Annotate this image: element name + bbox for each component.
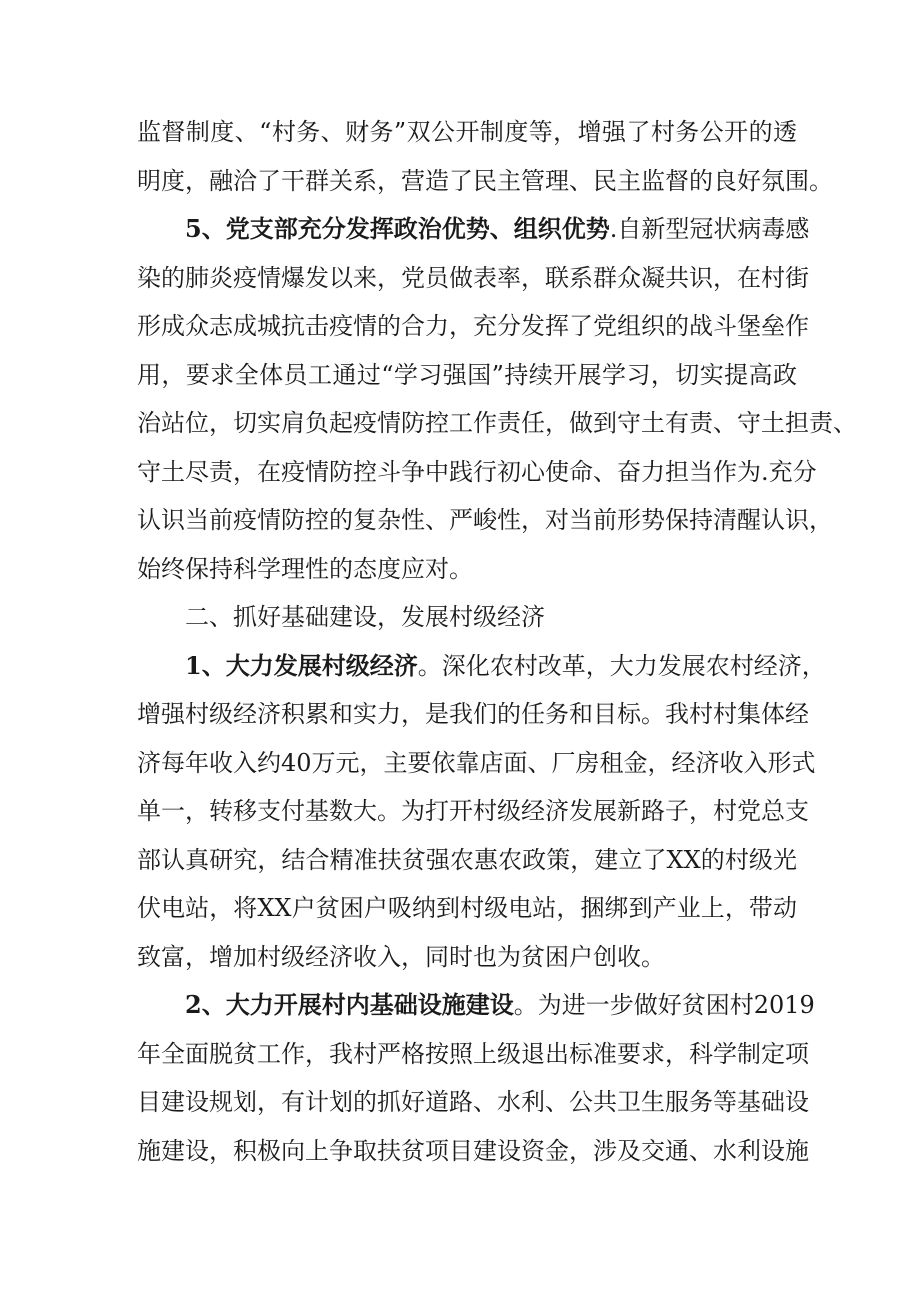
line-text: 年全面脱贫工作，我村严格按照上级退出标准要求，科学制定项 xyxy=(137,1039,809,1068)
line-text: 。为进一步做好贫困村2019 xyxy=(513,991,815,1019)
line-text: 形成众志成城抗击疫情的合力，充分发挥了党组织的战斗堡垒作 xyxy=(137,312,809,340)
paragraph-start-1 xyxy=(137,642,826,691)
text-line xyxy=(137,690,809,739)
text-line xyxy=(137,545,797,594)
line-text: 伏电站，将XX户贫困户吸纳到村级电站，捆绑到产业上，带动 xyxy=(137,894,797,922)
line-text: 认识当前疫情防控的复杂性、严峻性，对当前形势保持清醒认识， xyxy=(137,506,833,534)
text-line xyxy=(137,108,797,157)
text-line xyxy=(137,351,797,400)
section-heading-text: 二、抓好基础建设，发展村级经济 xyxy=(185,603,545,631)
text-line xyxy=(137,1127,809,1176)
text-line xyxy=(137,884,797,933)
text-line xyxy=(137,836,797,885)
text-line xyxy=(137,787,809,836)
text-line xyxy=(137,448,817,497)
text-line xyxy=(137,157,833,206)
line-text: 目建设规划，有计划的抓好道路、水利、公共卫生服务等基础设 xyxy=(137,1088,809,1116)
paragraph-start-5 xyxy=(137,205,810,254)
line-text: 治站位，切实肩负起疫情防控工作责任，做到守土有责、守土担责、 xyxy=(137,409,857,437)
line-text: 单一，转移支付基数大。为打开村级经济发展新路子，村党总支 xyxy=(137,797,809,825)
line-text: 始终保持科学理性的态度应对。 xyxy=(137,554,473,583)
line-text: 部认真研究，结合精准扶贫强农惠农政策，建立了XX的村级光 xyxy=(137,845,797,874)
line-text: .自新型冠状病毒感 xyxy=(609,215,810,243)
paragraph-lead-bold: 1、大力发展村级经济 xyxy=(185,650,418,680)
line-text: 增强村级经济积累和实力，是我们的任务和目标。我村村集体经 xyxy=(137,700,809,728)
section-heading xyxy=(137,593,797,642)
line-text: 。深化农村改革，大力发展农村经济， xyxy=(417,651,826,680)
text-line xyxy=(137,739,816,788)
paragraph-lead-bold: 5、党支部充分发挥政治优势、组织优势 xyxy=(185,214,610,243)
text-line xyxy=(137,933,797,982)
text-line xyxy=(137,302,809,351)
text-line xyxy=(137,254,809,303)
line-text: 致富，增加村级经济收入，同时也为贫困户创收。 xyxy=(137,942,665,971)
text-line xyxy=(137,496,833,545)
text-line xyxy=(137,1030,809,1079)
line-text: 施建设，积极向上争取扶贫项目建设资金，涉及交通、水利设施 xyxy=(137,1136,809,1165)
line-text: 染的肺炎疫情爆发以来，党员做表率，联系群众凝共识，在村街 xyxy=(137,263,809,292)
line-text: 济每年收入约40万元，主要依靠店面、厂房租金，经济收入形式 xyxy=(137,748,816,777)
document-body xyxy=(137,108,857,1175)
text-line xyxy=(137,1078,809,1127)
text-line xyxy=(137,399,857,448)
line-text: 用，要求全体员工通过“学习强国”持续开展学习，切实提高政 xyxy=(137,360,797,389)
line-text: 明度，融洽了干群关系，营造了民主管理、民主监督的良好氛围。 xyxy=(137,166,833,195)
line-text: 监督制度、“村务、财务”双公开制度等，增强了村务公开的透 xyxy=(137,118,797,146)
paragraph-lead-bold: 2、大力开展村内基础设施建设 xyxy=(185,990,514,1019)
paragraph-start-2 xyxy=(137,981,815,1030)
line-text: 守土尽责，在疫情防控斗争中践行初心使命、奋力担当作为.充分 xyxy=(137,457,817,486)
